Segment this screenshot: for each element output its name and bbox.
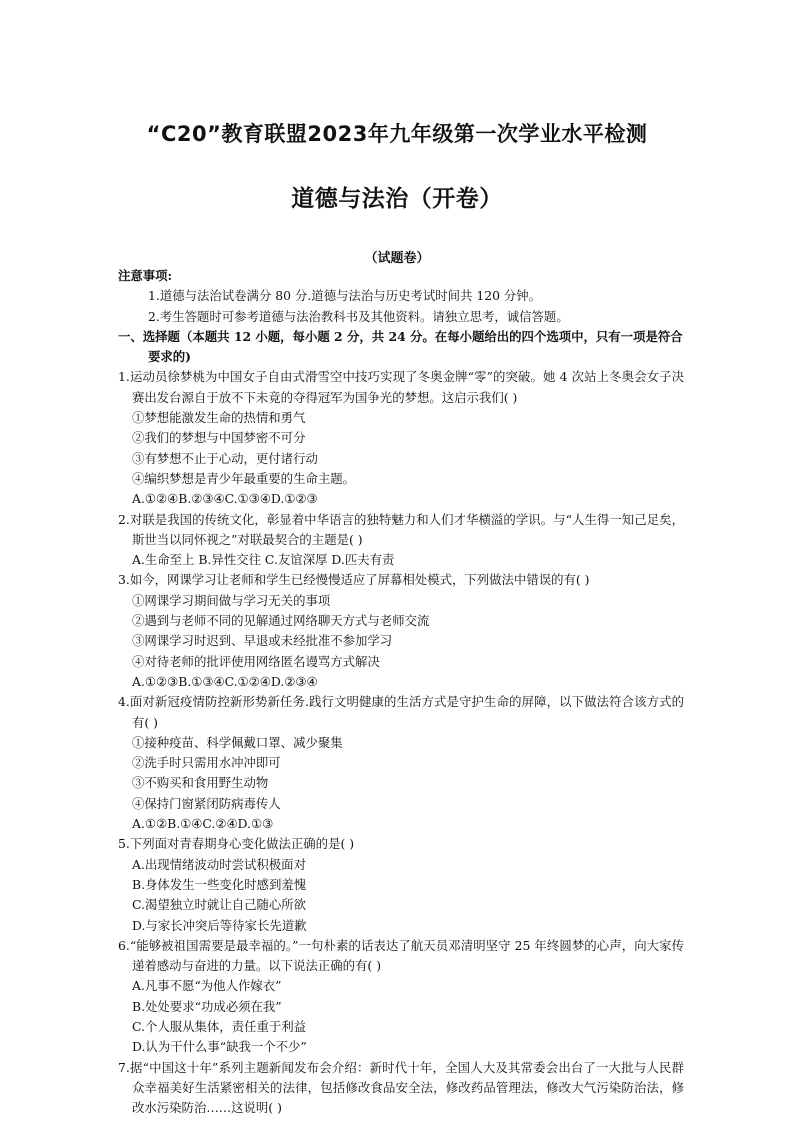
question-option: ②洗手时只需用水冲冲即可 [132, 755, 281, 771]
question-stem: 5.下列面对青春期身心变化做法正确的是( ) [118, 836, 355, 852]
question-option: D.认为干什么事“缺我一个不少” [132, 1039, 307, 1055]
question-stem: 3.如今，网课学习让老师和学生已经慢慢适应了屏幕相处模式，下列做法中错误的有( ) [118, 572, 590, 588]
question-stem: 7.据“中国这十年”系列主题新闻发布会介绍：新时代十年，全国人大及其常委会出台了一大批与人民群众幸福美好生活紧密相关的法律，包括修改食品安全法，修改药品管理法，修改大气污染防治法，修改水污染防治……这说明( ) [118, 1059, 684, 1116]
question-stem: 2.对联是我国的传统文化，彰显着中华语言的独特魅力和人们才华横溢的学识。与“人生得一知己足矣，斯世当以同怀视之”对联最契合的主题是( ) [118, 511, 684, 547]
question-stem: 1.运动员徐梦桃为中国女子自由式滑雪空中技巧实现了冬奥金牌“零”的突破。她 4 次站上冬奥会女子决赛出发台源自于放不下未竟的夺得冠军为国争光的梦想。这启示我们( ) [118, 369, 684, 405]
question-option: ③有梦想不止于心动，更付诸行动 [132, 450, 318, 466]
note-item: 1.道德与法治试卷满分 80 分.道德与法治与历史考试时间共 120 分钟。 [148, 288, 542, 304]
question-option: C.渴望独立时就让自己随心所欲 [132, 897, 307, 913]
question-choices: A.生命至上 B.异性交往 C.友谊深厚 D.匹夫有责 [132, 552, 395, 568]
question-option: ④对待老师的批评使用网络匿名谩骂方式解决 [132, 653, 380, 669]
note-item: 2.考生答题时可参考道德与法治教科书及其他资料。请独立思考，诚信答题。 [148, 308, 569, 324]
question-option: ①网课学习期间做与学习无关的事项 [132, 592, 331, 608]
question-option: B.处处要求“功成必须在我” [132, 998, 282, 1014]
question-option: ④保持门窗紧闭防病毒传人 [132, 795, 281, 811]
question-option: A.凡事不愿“为他人作嫁衣” [132, 978, 282, 994]
exam-content [118, 266, 684, 1118]
question-option: ①接种疫苗、科学佩戴口罩、减少聚集 [132, 734, 343, 750]
question-option: A.出现情绪波动时尝试积极面对 [132, 856, 306, 872]
exam-title: “C20”教育联盟2023年九年级第一次学业水平检测 [146, 122, 648, 146]
question-option: ①梦想能激发生命的热情和勇气 [132, 410, 306, 426]
question-option: ③不购买和食用野生动物 [132, 775, 269, 791]
question-choices: A.①②④B.②③④C.①③④D.①②③ [132, 491, 318, 507]
notes-heading: 注意事项: [118, 268, 173, 283]
question-choices: A.①②B.①④C.②④D.①③ [132, 816, 274, 832]
question-stem: 6.“能够被祖国需要是最幸福的。”一句朴素的话表达了航天员邓清明坚守 25 年终圆梦的心声，向大家传递着感动与奋进的力量。以下说法正确的有( ) [118, 937, 684, 974]
question-option: B.身体发生一些变化时感到羞愧 [132, 876, 307, 892]
section-heading: 一、选择题（本题共 12 小题，每小题 2 分，共 24 分。在每小题给出的四个选项中，只有一项是符合要求的) [118, 328, 683, 365]
question-option: C.个人服从集体，责任重于利益 [132, 1018, 307, 1034]
question-choices: A.①②③B.①③④C.①②④D.②③④ [132, 673, 318, 689]
question-option: ④编织梦想是青少年最重要的生命主题。 [132, 470, 356, 486]
subject-title: 道德与法治（开卷） [291, 186, 503, 212]
question-option: ③网课学习时迟到、早退或未经批准不参加学习 [132, 633, 393, 649]
paper-label: （试题卷） [364, 251, 430, 266]
question-option: ②遇到与老师不同的见解通过网络聊天方式与老师交流 [132, 613, 430, 629]
question-option: D.与家长冲突后等待家长先道歉 [132, 917, 307, 933]
question-stem: 4.面对新冠疫情防控新形势新任务.践行文明健康的生活方式是守护生命的屏障，以下做法符合该方式的有( ) [118, 694, 684, 730]
question-option: ②我们的梦想与中国梦密不可分 [132, 430, 306, 446]
